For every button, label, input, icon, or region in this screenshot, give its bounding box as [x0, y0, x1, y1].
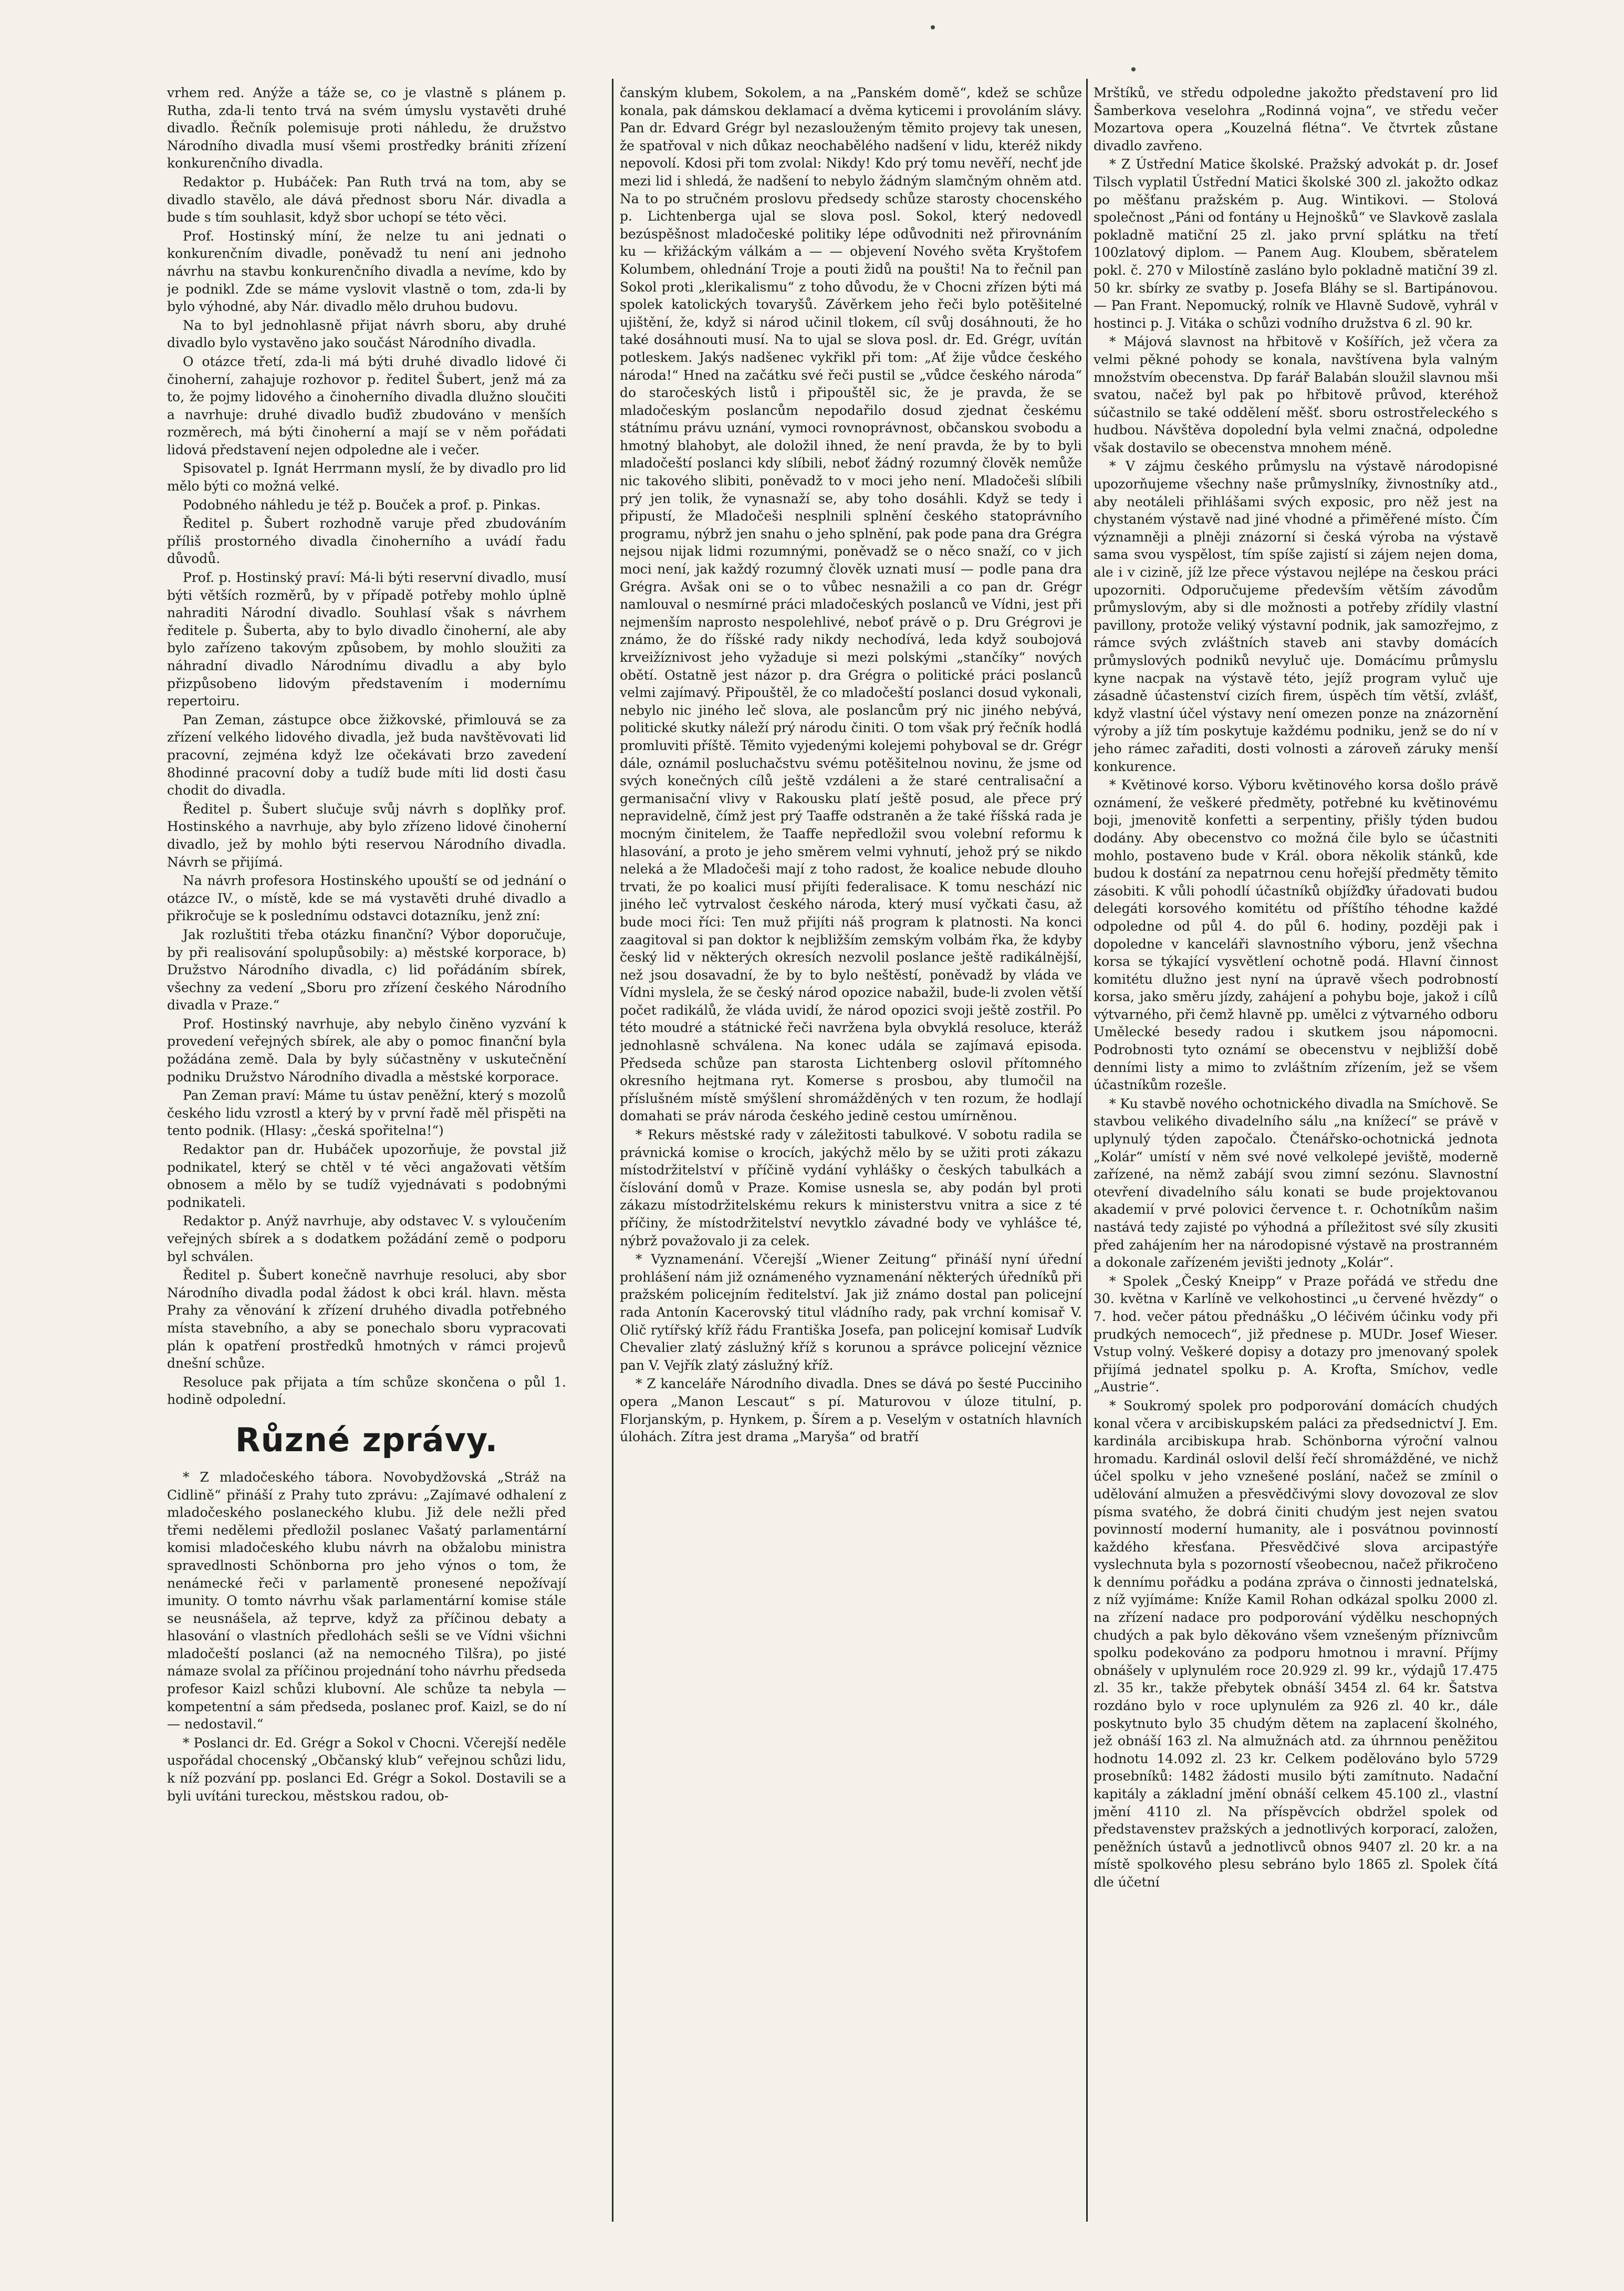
- text-column-2: [620, 84, 1082, 2222]
- article-paragraph: Redaktor p. Hubáček: Pan Ruth trvá na tom, aby se divadlo stavělo, ale dává přednost sboru Nár. divadla a bude s tím souhlasit, když sbor uchopí se této věci.: [167, 174, 566, 225]
- article-paragraph: Prof. Hostinský navrhuje, aby nebylo činěno vyzvání k provedení veřejných sbírek, ale aby o pomoc finanční byla požádána země. Dala by byly súčastněny v uskutečnění podniku Družstvo Národního divadla a městské korporace.: [167, 1016, 566, 1085]
- article-paragraph: O otázce třetí, zda-li má býti druhé divadlo lidové či činoherní, zahajuje rozhovor p. ředitel Šubert, jenž má za to, že pojmy lidového a činoherního divadla dlužno sloučiti a navrhuje: druhé divadlo buďiž zbudováno v menších rozměrech, má býti činoherní a mají se v něm pořádati lidová představení nejen odpoledne ale i večer.: [167, 353, 566, 457]
- article-paragraph: * Z Ústřední Matice školské. Pražský advokát p. dr. Josef Tilsch vyplatil Ústřední Matici školské 300 zl. jakožto odkaz po měšťanu pražském p. Aug. Wintikovi. — Stolová společnost „Páni od fontány u Hejnošků“ ve Slavkově zaslala pokladně matiční 25 zl. jako první splátku na třetí 100zlatový diplom. — Panem Aug. Kloubem, sběratelem pokl. č. 270 v Milostíně zasláno bylo pokladně matiční 39 zl. 50 kr. sbírky ze svatby p. Josefa Bláhy se sl. Bartipánovou. — Pan Frant. Nepomucký, rolník ve Hlavně Sudově, vyhrál v hostinci p. J. Vitáka o schůzi vodního družstva 6 zl. 90 kr.: [1094, 157, 1498, 331]
- article-paragraph: * Z kanceláře Národního divadla. Dnes se dává po šesté Pucciniho opera „Manon Lescaut“ s pí. Maturovou v úloze titulní, p. Florjanským, p. Hynkem, p. Šírem a p. Veselým v ostatních hlavních úlohách. Zítra jest drama „Maryša“ od bratří: [620, 1376, 1082, 1445]
- article-paragraph: * Rekurs městské rady v záležitosti tabulkové. V sobotu radila se právnická komise o krocích, jakýchž mělo by se užiti proti zákazu místodržitelství v příčině vydání vyhlášky o českých tabulkách a číslování domů v Praze. Komise usnesla se, aby podán byl proti zákazu místodržitelskému rekurs k ministerstvu vnitra a sice z té příčiny, že místodržitelství nevytklo závadné body ve vyhlášce té, nýbrž považovalo ji za celek.: [620, 1127, 1082, 1248]
- article-paragraph: * Spolek „Český Kneipp“ v Praze pořádá ve středu dne 30. května v Karlíně ve velkohostinci „u červené hvězdy“ o 7. hod. večer pátou přednášku „O léčivém účinku vody při prudkých nemocech“, již přednese p. MUDr. Josef Wieser. Vstup volný. Veškeré dopisy a dotazy pro jmenovaný spolek přijímá jednatel spolku p. A. Krofta, Smíchov, vedle „Austrie“.: [1094, 1273, 1498, 1395]
- text-column-1: [167, 84, 566, 2222]
- article-paragraph: Na návrh profesora Hostinského upouští se od jednání o otázce IV., o místě, kde se má vystavěti druhé divadlo a přikročuje se k poslednímu odstavci dotazníku, jenž zní:: [167, 873, 566, 924]
- news-item: * Poslanci dr. Ed. Grégr a Sokol v Chocni. Včerejší neděle uspořádal chocenský „Občanský klub“ veřejnou schůzi lidu, k níž pozvání pp. poslanci Ed. Grégr a Sokol. Dostavili se a byli uvítáni tureckou, městskou radou, ob-: [167, 1735, 566, 1804]
- article-paragraph: * Soukromý spolek pro podporování domácích chudých konal včera v arcibiskupském paláci za předsednictví J. Em. kardinála arcibiskupa hrab. Schönborna výroční valnou hromadu. Kardinál oslovil delší řečí shromážděné, ve nichž účel spolku v jeho vznešené poslání, načež se zmínil o udělování almužen a přesvědčivými slovy dovozoval ze slov písma svatého, že dobrá činiti chudým jest nejen svatou povinností moderní humanity, ale i posvátnou povinností každého křesťana. Přesvědčivé slova arcipastýře vyslechnuta byla s pozorností všeobecnou, načež přikročeno k dennímu pořádku a podána zpráva o činnosti jednatelská, z níž vyjímáme: Kníže Kamil Rohan odkázal spolku 2000 zl. na zřízení nadace pro podporování výdělku neschopných chudých a pak bylo děkováno všem vznešeným příznivcům spolku podekováno za podporu hmotnou i mravní. Příjmy obnášely v uplynulém roce 20.929 zl. 99 kr., výdajů 17.475 zl. 35 kr., takže přebytek obnáší 3454 zl. 64 kr. Šatstva rozdáno bylo v roce uplynulém za 926 zl. 40 kr., dále poskytnuto bylo 35 chudým dětem na zaplacení školného, jež obnáší 163 zl. Na almužnách atd. za úhrnnou peněžitou hodnotu 14.092 zl. 23 kr. Celkem podělováno bylo 5729 prosebníků: 1482 žádosti musilo býti zamítnuto. Nadační kapitály a základní jmění obnáší celkem 45.100 zl., vlastní jmění 4110 zl. Na příspěvcích obdržel spolek od představenstev pražských a jednotlivých korporací, založen, peněžních ústavů a jednotlivců obnos 9407 zl. 20 kr. a na místě spolkového plesu sebráno bylo 1865 zl. Spolek čítá dle účetní: [1094, 1398, 1498, 1890]
- article-paragraph: Prof. Hostinský míní, že nelze tu ani jednati o konkurenčním divadle, poněvadž tu není ani jednoho návrhu na stavbu konkurenčního divadla a nevíme, kdo by je podnikl. Zde se máme vyslovit vlastně o tom, zda-li by bylo výhodné, aby Nár. divadlo mělo druhou budovu.: [167, 228, 566, 315]
- section-heading: Různé zprávy.: [235, 1420, 498, 1459]
- article-paragraph: Prof. p. Hostinský praví: Má-li býti reservní divadlo, musí býti větších rozměrů, by v případě potřeby mohlo úplně nahraditi Národní divadlo. Souhlasí však s návrhem ředitele p. Šuberta, aby to bylo divadlo činoherní, ale aby bylo zařízeno takovým způsobem, by mohlo sloužiti za náhradní divadlo Národnímu divadlu a aby bylo přizpůsobeno lidovým představením i modernímu repertoiru.: [167, 570, 566, 709]
- article-paragraph: Redaktor p. Anýž navrhuje, aby odstavec V. s vyloučením veřejných sbírek a s dodatkem požádání země o podporu byl schválen.: [167, 1213, 566, 1264]
- news-item: * Z mladočeského tábora. Novobydžovská „Stráž na Cidlině“ přináší z Prahy tuto zprávu: „Zajímavé odhalení z mladočeského poslaneckého klubu. Již dele nežli před třemi nedělemi předložil poslanec Vašatý parlamentární komisi mladočeského klubu návrh na obžalobu ministra spravedlnosti Schönborna pro jeho výnos o tom, že nenámecké řeči v parlamentě pronesené nepožívají imunity. O tomto návrhu však parlamentární komise stále se neusnášela, až teprve, když za příčinou debaty a hlasování o vlastních předlohách sešli se ve Vídni všichni mladočeští poslanci (až na nemocného Tilšra), po jisté námaze svolal za příčinou projednání toho návrhu předseda profesor Kaizl schůzi klubovní. Ale schůze ta nebyla — kompetentní a sám předseda, poslanec prof. Kaizl, se do ní — nedostavil.“: [167, 1469, 566, 1732]
- text-column-3: [1094, 84, 1498, 2222]
- article-paragraph: * Květinové korso. Výboru květinového korsa došlo právě oznámení, že veškeré předměty, potřebné ku květinovému boji, jmenovitě konfetti a serpentiny, přišly týden budou dodány. Aby obecenstvo co možná čile bylo se účastniti mohlo, postaveno bude v Král. obora několik stánků, kde budou k dostání za nepatrnou cenu hořejší předměty těmito zásobiti. K vůli pohodlí účastníků objížďky úřadovati budou delegáti korsového komitétu od příštího téhodne každé odpoledne od půl 4. do půl 6. hodiny, později pak i dopoledne v kanceláři slavnostního výboru, jenž všechna korsa se týkající vysvětlení ochotně podá. Hlavní činnost komitétu dlužno jest nyní na úpravě všech podrobností korsa, jako směru jízdy, zahájení a pohybu boje, jakož i cílů výtvarného, při čemž hlavně pp. umělci z výtvarného odboru Umělecké besedy radou i skutkem jsou nápomocni. Podrobnosti tyto oznámí se obecenstvu v nejbližší době denními listy a mimo to zvláštním zřízením, jež se všem účastníkům rozešle.: [1094, 777, 1498, 1093]
- article-paragraph: Ředitel p. Šubert rozhodně varuje před zbudováním příliš prostorného divadla činoherního a uvádí řadu důvodů.: [167, 516, 566, 567]
- article-paragraph: * Májová slavnost na hřbitově v Košířích, jež včera za velmi pěkné pohody se konala, navštívena byla valným množstvím obecenstva. Dp farář Balabán sloužil slavnou mši svatou, načež byl pak po hřbitově průvod, kteréhož súčastnilo se také oddělení měšť. sboru ostrostřeleckého s hudbou. Návštěva dopolední byla velmi značná, odpoledne však dostavilo se obecenstva mnohem méně.: [1094, 334, 1498, 455]
- column-divider: [1086, 79, 1088, 2222]
- article-paragraph: čanským klubem, Sokolem, a na „Panském domě“, kdež se schůze konala, pak dámskou deklamací a dvěma kyticemi i provoláním slávy. Pan dr. Edvard Grégr byl nezaslouženým těmito projevy tak unesen, že spatřoval v nich důkaz neochabělého nadšení v lidu, kteréž nikdy nepovolí. Kdosi při tom zvolal: Nikdy! Kdo prý tomu nevěří, nechť jde mezi lid i shledá, že nadšení to nebylo žádným slamčným ohněm atd. Na to po stručném proslovu předsedy schůze starosty chocenského p. Lichtenberga ujal se slova posl. Sokol, který nedovedl bezúspěšnost mladočeské politiky lépe odůvodniti než přirovnáním ku — křižáckým válkám a — — objevení Nového světa Kryštofem Kolumbem, ohlednání Troje a pouti židů na poušti! Na to řečnil pan Sokol proti „klerikalismu“ z toho důvodu, že v Chocni zřízen býti má spolek katolických tovaryšů. Závěrkem jeho řeči bylo potěšitelné ujištění, že, když si národ učinil tlokem, cíl svůj dosáhnouti, že ho také dosáhnouti musí. Na to ujal se slova posl. dr. Ed. Grégr, uvítán potleskem. Jakýs nadšenec vykřikl při tom: „Ať žije vůdce českého národa!“ Hned na začátku své řeči pustil se „vůdce českého národa“ do staročeských listů i připouštěl sic, že je pravda, že se mladočeským poslancům nepodařilo dosud zjednat českému státnímu právu uznání, vymoci rovnoprávnost, občanskou svobodu a hmotný blahobyt, ale doložil ihned, že není pravda, že by to byli mladočeští poslanci kdy slíbili, neboť žádný rozumný člověk nemůže nic takového slibiti, poněvadž to v moci jeho není. Mladočeši slíbili prý jen tolik, že vynasnaží se, aby toho dosáhli. Když se tedy i připustí, že Mladočeši nesplnili splnění českého statoprávního programu, nýbrž jen snahu o jeho splnění, pak pode pana dra Grégra nejsou nijak lidmi rozumnými, poněvadž se o něco snaží, co v jich moci není, jak každý rozumný člověk uznati musí — podle pana dra Grégra. Avšak oni se o to vůbec nesnažili a co pan dr. Grégr namlouval o nesmírné práci mladočeských poslanců ve Vídni, jest při nejmenším naprosto nespolehlivé, neboť právě o p. Dru Grégrovi je známo, že do říšské rady nikdy nechodívá, leda když soubojová krveižíznivost jeho vyžaduje si mezi polskými „stančíky“ nových obětí. Ostatně jest názor p. dra Grégra o politické práci poslanců velmi zajímavý. Připouštěl, že co mladočeští poslanci dosud vykonali, nebylo nic jiného leč slova, ale poslancům prý nic jiného nebývá, politické skutky náleží prý národu činiti. O tom však prý řečník hodlá promluviti příště. Těmito vyjedenými kolejemi pohyboval se dr. Grégr dále, oznámil posluchačstvu svému potěšitelnou novinu, že jsme od svých konečných cílů ještě vzdáleni a že staré centralisační a germanisační vlivy v Rakousku platí ještě posud, ale přece prý nepravidelně, čímž jest prý Taaffe odstraněn a že také říšská rada je mocným činitelem, že Taaffe nepředložil svou volební reformu k hlasování, a proto je jeho směrem velmi vyhnutí, jehož prý se nikdo neleká a že Mladočeši mají z toho radost, že koalice nebude dlouho trvati, že po koalici musí přijíti federalisace. K tomu neschází nic jiného leč vytrvalost českého národa, který musí vyčkati času, až bude moci říci: Ten muž přijíti náš program k platnosti. Na konci zaagitoval si pan doktor k nejbližším zemským volbám řka, že kdyby český lid v některých okresích nezvolil poslance ještě radikálnější, než jsou dosavadní, že by to bylo neštěstí, poněvadž by vláda ve Vídni myslela, že se český národ opozice nabažil, bude-li zvolen větší počet radikálů, že vláda uvidí, že národ opozici svoji ještě zostřil. Po této moudré a státnické řeči navržena byla obvyklá resoluce, kteráž jednohlasně schválena. Na konec udála se zajímavá episoda. Předseda schůze pan starosta Lichtenberg oslovil přítomného okresního hejtmana ryt. Komerse s prosbou, aby tlumočil na příslušném místě smýšlení shromážděných v ten rozum, že hodlají domahati se práv národa českého jedině cestou umírněnou.: [620, 85, 1082, 1124]
- article-paragraph: * V zájmu českého průmyslu na výstavě národopisné upozorňujeme všechny naše průmyslníky, živnostníky atd., aby neotáleli přihlášami svých exposic, pro něž jest na chystaném výstavě nad jiné vhodné a přiměřené místo. Čím významněji a plněji znázorní si česká výroba na výstavě sama svou vyspělost, tím spíše zajistí si zájem nejen doma, ale i v cizině, jíž lze přece výstavou nejlépe na českou práci upozorniti. Odporučujeme především větším závodům průmyslovým, aby si dle možnosti a potřeby zřídily vlastní pavillony, protože veliký výstavní podnik, jak samozřejmo, z rámce svých zvláštních staveb ani stavby domácích průmyslových podniků nevyluč uje. Domácímu průmyslu kyne nacpak na výstavě této, jejíž program vyluč uje zásadně účastenství cizích firem, úspěch tím větší, zvlášť, když vlastní účel výstavy není omezen ponze na znázornění výroby a jíž tím poskytuje každému podniku, jenž se do ní v jeho rámec zařaditi, dosti volnosti a zároveň záruky menší konkurence.: [1094, 459, 1498, 774]
- article-paragraph: Na to byl jednohlasně přijat návrh sboru, aby druhé divadlo bylo vystavěno jako součást Národního divadla.: [167, 317, 566, 351]
- article-paragraph: Ředitel p. Šubert konečně navrhuje resoluci, aby sbor Národního divadla podal žádost k obci král. hlavn. města Prahy za věnování k zřízení druhého divadla potřebného místa stavebního, a aby se ponechalo sboru vypracovati plán k opatření prostředků hmotných v rámci projevů dnešní schůze.: [167, 1267, 566, 1371]
- article-paragraph: Pan Zeman praví: Máme tu ústav peněžní, který s mozolů českého lidu vzrostl a který by v první řadě měl přispěti na tento podnik. (Hlasy: „česká spořitelna!“): [167, 1088, 566, 1139]
- article-paragraph: vrhem red. Anýže a táže se, co je vlastně s plánem p. Rutha, zda-li tento trvá na svém úmyslu vystavěti druhé divadlo. Řečník polemisuje proti náhledu, že družstvo Národního divadla musí všemi prostředky brániti zřízení konkurenčního divadla.: [167, 85, 566, 171]
- article-paragraph: Jak rozluštiti třeba otázku finanční? Výbor doporučuje, by při realisování spolupůsobily: a) městské korporace, b) Družstvo Národního divadla, c) lid pořádáním sbírek, všechny za vedení „Sboru pro zřízení českého Národního divadla v Praze.“: [167, 926, 566, 1013]
- article-paragraph: Podobného náhledu je též p. Bouček a prof. p. Pinkas.: [183, 497, 541, 513]
- article-paragraph: Redaktor pan dr. Hubáček upozorňuje, že povstal již podnikatel, který se chtěl v té věci angažovati větším obnosem a mělo by se tudíž vyjednávati s podobnými podnikateli.: [167, 1142, 566, 1210]
- article-paragraph: Spisovatel p. Ignát Herrmann myslí, že by divadlo pro lid mělo býti co možná velké.: [167, 461, 566, 494]
- article-paragraph: Mrštíků, ve středu odpoledne jakožto představení pro lid Šamberkova veselohra „Rodinná vojna“, ve středu večer Mozartova opera „Kouzelná flétna“. Ve čtvrtek zůstane divadlo zavřeno.: [1094, 85, 1498, 153]
- column-divider: [612, 79, 613, 2222]
- article-paragraph: * Vyznamenání. Včerejší „Wiener Zeitung“ přináší nyní úřední prohlášení nám již oznámeného vyznamenání některých úředníků při pražském policejním ředitelství. Jak již známo dostal pan policejní rada Antonín Kacerovský titul vládního rady, pak vrchní komisař V. Olič rytířský kříž řádu Františka Josefa, pan policejní komisař Ludvík Chevalier zlatý záslužný kříž s korunou a správce policejní věznice pan V. Vejřík zlatý záslužný kříž.: [620, 1252, 1082, 1373]
- article-paragraph: Pan Zeman, zástupce obce žižkovské, přimlouvá se za zřízení velkého lidového divadla, jež buda navštěvovati lid pracovní, zejména když lze očekávati brzo zavedení 8hodinné pracovní doby a tudíž bude míti lid dosti času chodit do divadla.: [167, 712, 566, 798]
- ink-speck: [931, 25, 935, 29]
- article-paragraph: * Ku stavbě nového ochotnického divadla na Smíchově. Se stavbou velikého divadelního sálu „na knížecí“ se právě v uplynulý týden započalo. Čtenářsko-ochotnická jednota „Kolár“ umístí v něm své nové velkolepé jeviště, moderně zařízené, na němž zabájí svou zimní sezónu. Slavnostní otevření divadelního sálu konati se bude projektovanou akademií v prvé polovici července t. r. Ochotníkům našim nastává tedy zajisté po výhodná a příležitost své síly zkusiti před zahájením her na národopisné výstavě na prostranném a dokonale zařízeném jevišti jednoty „Kolár“.: [1094, 1096, 1498, 1271]
- ink-speck: [1131, 67, 1136, 71]
- article-paragraph: Ředitel p. Šubert slučuje svůj návrh s doplňky prof. Hostinského a navrhuje, aby bylo zřízeno lidové činoherní divadlo, jež by mohlo býti reservou Národního divadla. Návrh se přijímá.: [167, 801, 566, 870]
- article-paragraph: Resoluce pak přijata a tím schůze skončena o půl 1. hodině odpolední.: [167, 1374, 566, 1408]
